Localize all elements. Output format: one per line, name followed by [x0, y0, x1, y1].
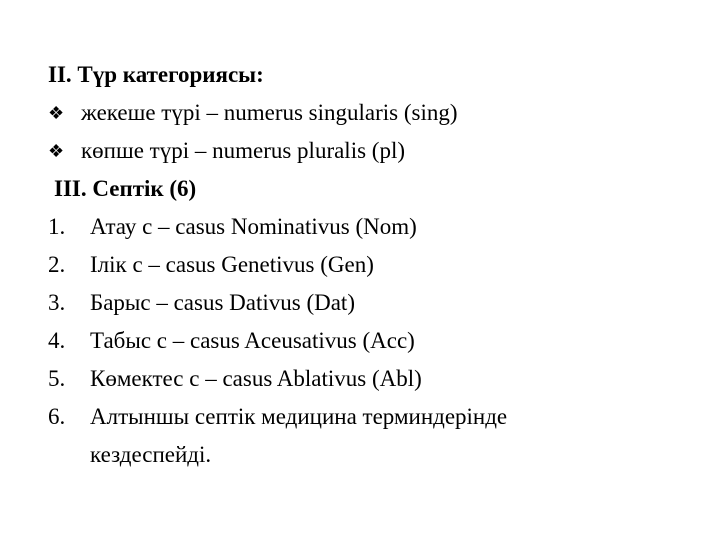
list-item — [48, 360, 688, 398]
slide-content — [48, 56, 688, 474]
list-number: 4. — [48, 328, 66, 353]
list-number: 1. — [48, 214, 66, 239]
list-text: Көмектес с – casus Ablativus (Abl) — [90, 366, 422, 391]
list-number: 5. — [48, 366, 66, 391]
list-text: Алтыншы септік медицина терминдерінде — [90, 404, 508, 429]
list-text: Атау с – casus Nominativus (Nom) — [90, 214, 417, 239]
list-item — [48, 322, 688, 360]
list-number: 6. — [48, 404, 66, 429]
list-text: Барыс – casus Dativus (Dat) — [90, 290, 355, 315]
list-number: 2. — [48, 252, 66, 277]
list-item — [48, 246, 688, 284]
diamond-bullet-icon: ❖ — [48, 141, 65, 161]
list-item — [48, 284, 688, 322]
bullet-text: көпше түрі – numerus pluralis (pl) — [81, 138, 405, 163]
list-number: 3. — [48, 290, 66, 315]
list-text: Ілік с – casus Genetivus (Gen) — [90, 252, 374, 277]
bullet-text: жекеше түрі – numerus singularis (sing) — [81, 100, 458, 125]
section-heading-case: III. Септік (6) — [54, 176, 197, 201]
list-item-continuation: кездеспейді. — [90, 442, 212, 467]
bullet-item-plural — [48, 132, 688, 170]
diamond-bullet-icon: ❖ — [48, 103, 65, 123]
list-item — [48, 398, 688, 436]
section-heading-number: II. Түр категориясы: — [48, 62, 264, 87]
bullet-item-singular — [48, 94, 688, 132]
list-item — [48, 208, 688, 246]
list-text: Табыс с – casus Aceusativus (Acc) — [90, 328, 415, 353]
